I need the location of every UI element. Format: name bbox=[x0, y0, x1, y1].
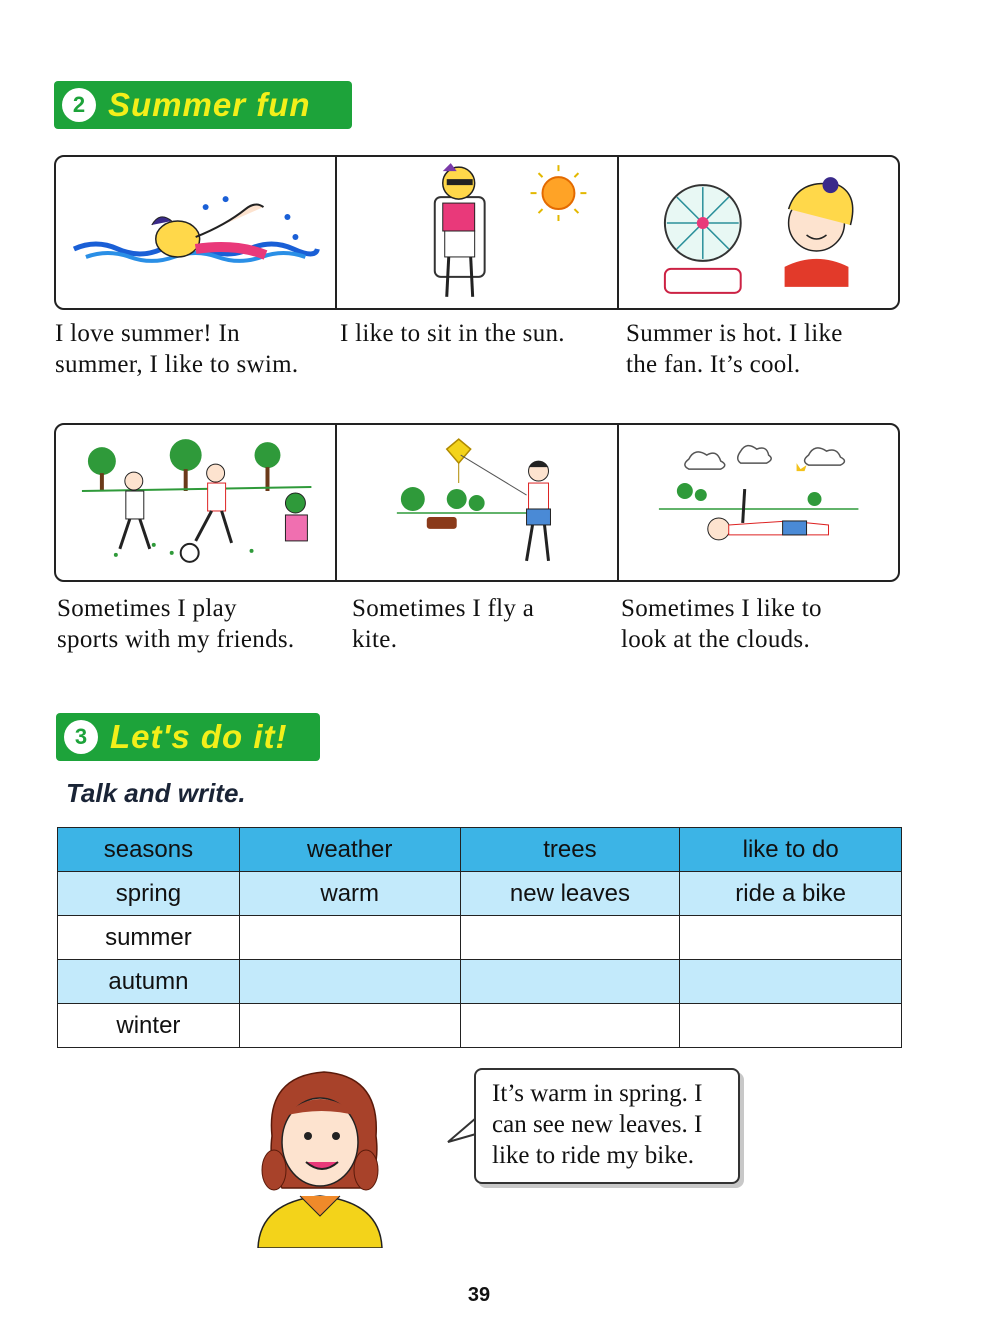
picture-looking-at-clouds bbox=[619, 425, 898, 580]
caption-line: kite. bbox=[352, 626, 398, 653]
caption-line: summer, I like to swim. bbox=[55, 351, 299, 378]
caption-line: Summer is hot. I like bbox=[626, 320, 843, 347]
caption-line: Sometimes I like to bbox=[621, 595, 822, 622]
caption-line: I love summer! In bbox=[55, 320, 240, 347]
table-cell: new leaves bbox=[460, 872, 680, 916]
table-cell-blank[interactable] bbox=[239, 916, 460, 960]
table-cell-blank[interactable] bbox=[239, 1004, 460, 1048]
speech-bubble bbox=[474, 1068, 740, 1184]
header-seasons: seasons bbox=[58, 828, 240, 872]
caption-fan bbox=[626, 318, 843, 380]
table-cell: summer bbox=[58, 916, 240, 960]
caption-kite bbox=[352, 593, 534, 655]
instruction: Talk and write. bbox=[66, 778, 246, 808]
caption-line: the fan. It’s cool. bbox=[626, 351, 801, 378]
header-trees: trees bbox=[460, 828, 680, 872]
caption-line: Sometimes I play bbox=[57, 595, 237, 622]
table-row bbox=[58, 960, 902, 1004]
seasons-table bbox=[57, 827, 902, 1048]
speech-line: can see new leaves. I bbox=[492, 1111, 703, 1138]
table-header-row bbox=[58, 828, 902, 872]
caption-clouds bbox=[621, 593, 822, 655]
table-cell: ride a bike bbox=[680, 872, 902, 916]
table-cell: winter bbox=[58, 1004, 240, 1048]
section-2-header bbox=[54, 81, 352, 129]
table-cell-blank[interactable] bbox=[460, 1004, 680, 1048]
table-cell-blank[interactable] bbox=[680, 960, 902, 1004]
table-cell-blank[interactable] bbox=[239, 960, 460, 1004]
table-cell-blank[interactable] bbox=[460, 916, 680, 960]
table-cell: spring bbox=[58, 872, 240, 916]
picture-strip-activities bbox=[54, 423, 900, 582]
caption-line: sports with my friends. bbox=[57, 626, 295, 653]
section-number-badge: 3 bbox=[64, 720, 98, 754]
table-cell-blank[interactable] bbox=[680, 916, 902, 960]
table-row bbox=[58, 916, 902, 960]
picture-fan bbox=[619, 157, 898, 308]
section-title: Summer fun bbox=[108, 86, 311, 123]
picture-flying-kite bbox=[337, 425, 618, 580]
caption-line: Sometimes I fly a bbox=[352, 595, 535, 622]
speech-text bbox=[492, 1078, 702, 1171]
speech-line: It’s warm in spring. I bbox=[492, 1080, 703, 1107]
table-cell: autumn bbox=[58, 960, 240, 1004]
table-row bbox=[58, 1004, 902, 1048]
girl-illustration bbox=[252, 1066, 388, 1248]
picture-swimming bbox=[56, 157, 337, 308]
caption-swim bbox=[55, 318, 298, 380]
picture-playing-sports bbox=[56, 425, 337, 580]
header-like-to-do: like to do bbox=[680, 828, 902, 872]
caption-line: I like to sit in the sun. bbox=[340, 320, 565, 347]
picture-strip-summer bbox=[54, 155, 900, 310]
table-cell-blank[interactable] bbox=[680, 1004, 902, 1048]
section-number-badge: 2 bbox=[62, 88, 96, 122]
page-number: 39 bbox=[467, 1284, 491, 1306]
picture-sitting-in-sun bbox=[337, 157, 618, 308]
caption-sports bbox=[57, 593, 294, 655]
table-row bbox=[58, 872, 902, 916]
table-cell: warm bbox=[239, 872, 460, 916]
section-title: Let's do it! bbox=[110, 718, 288, 755]
caption-line: look at the clouds. bbox=[621, 626, 811, 653]
table-cell-blank[interactable] bbox=[460, 960, 680, 1004]
section-3-header bbox=[56, 713, 320, 761]
caption-sun bbox=[340, 318, 565, 349]
speech-line: like to ride my bike. bbox=[492, 1142, 695, 1169]
header-weather: weather bbox=[239, 828, 460, 872]
